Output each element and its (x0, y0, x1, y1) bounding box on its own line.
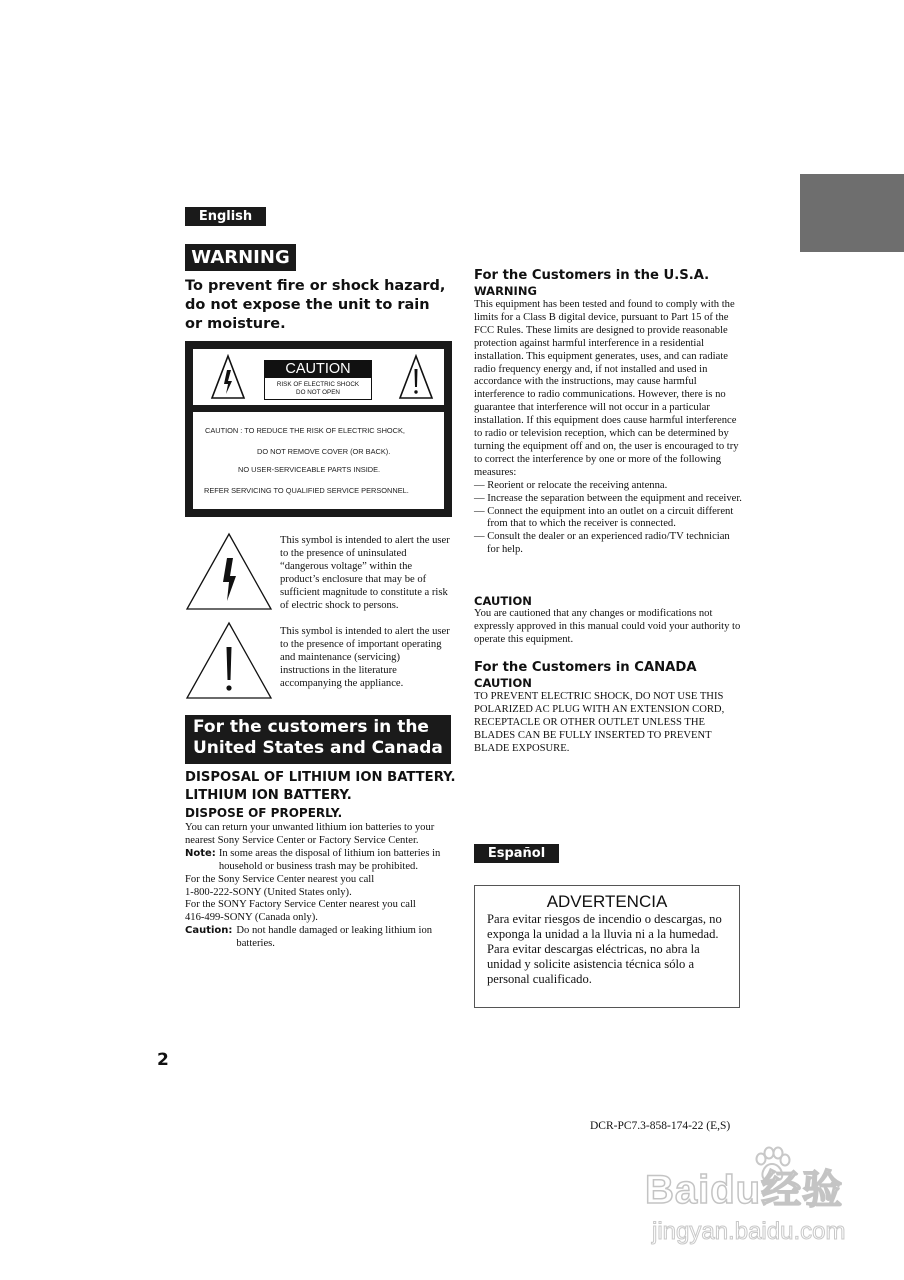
advertencia-body (475, 912, 739, 987)
caution-sub-2: DO NOT OPEN (296, 389, 340, 396)
measure-item: — Increase the separation between the equipment and receiver. (474, 492, 742, 504)
caution-label-block (185, 341, 452, 517)
note-label: Note: (185, 847, 216, 859)
caution-title-box (264, 360, 372, 400)
electric-shock-warning-icon (210, 354, 246, 400)
us-canada-banner (185, 715, 451, 764)
english-label: English (185, 207, 266, 226)
important-instructions-symbol-icon (185, 620, 273, 700)
measure-item: — Reorient or relocate the receiving antenna. (474, 479, 668, 491)
warning-title: WARNING (185, 244, 296, 271)
disposal-line-2: LITHIUM ION BATTERY. (185, 788, 352, 803)
battery-caution (185, 925, 453, 951)
battery-caution-label: Caution: (185, 925, 233, 937)
caution-line-4: REFER SERVICING TO QUALIFIED SERVICE PERSONNEL. (204, 486, 409, 495)
return-text: You can return your unwanted lithium ion batteries to your nearest Sony Service Center or Factory Service Center. (185, 822, 435, 846)
note-text: In some areas the disposal of lithium ion batteries in household or business trash may be prohibited. (218, 847, 441, 872)
caution-top-panel (193, 349, 444, 405)
advertencia-para-1: Para evitar riesgos de incendio o descargas, no exponga la unidad a la lluvia ni a la humedad. (487, 912, 722, 941)
caution-line-1: CAUTION : TO REDUCE THE RISK OF ELECTRIC SHOCK, (205, 426, 405, 435)
us-canada-banner-line-2: United States and Canada (193, 738, 443, 758)
section-side-tab (800, 174, 904, 252)
service-phone: 1-800-222-SONY (United States only). (185, 886, 352, 898)
canada-caution-text: TO PREVENT ELECTRIC SHOCK, DO NOT USE THIS POLARIZED AC PLUG WITH AN EXTENSION CORD, RECEPTACLE OR OTHER OUTLET UNLESS THE BLADES CAN BE FULLY INSERTED TO PREVENT BLADE EXPOSURE. (474, 691, 725, 754)
usa-warning-label: WARNING (474, 284, 537, 298)
advertencia-title: ADVERTENCIA (546, 892, 668, 911)
caution-sub-1: RISK OF ELECTRIC SHOCK (276, 381, 360, 388)
dispose-properly: DISPOSE OF PROPERLY. (185, 806, 343, 820)
usa-body (474, 299, 742, 557)
caution-line-2: DO NOT REMOVE COVER (OR BACK). (257, 447, 391, 456)
caution-line-3: NO USER-SERVICEABLE PARTS INSIDE. (238, 465, 381, 474)
usa-caution-text: You are cautioned that any changes or modifications not expressly approved in this manual could void your authority to operate this equipment. (474, 608, 741, 645)
advertencia-box (474, 885, 740, 1008)
canada-caution-label: CAUTION (474, 676, 532, 690)
dangerous-voltage-symbol-icon (185, 531, 273, 611)
battery-caution-text: Do not handle damaged or leaking lithium ion batteries. (236, 925, 433, 950)
instructions-symbol-text: This symbol is intended to alert the user to the presence of important operating and maintenance (servicing) instructions in the literature accompanying the appliance. (280, 626, 450, 689)
fcc-text: This equipment has been tested and found to comply with the limits for a Class B digital device, pursuant to Part 15 of the FCC Rules. These limits are designed to provide reasonable protection against harmful interference in a residential installation. This equipment generates, uses, and can radiate radio frequency energy and, if not installed and used in accordance with the instructions, may cause harmful interference to radio communications. However, there is no guarantee that interference will not occur in a particular installation. If this equipment does cause harmful interference to radio or television reception, which can be determined by turning the equipment off and on, the user is encouraged to try to correct the interference by one or more of the following measures: (474, 299, 739, 478)
disposal-line-1: DISPOSAL OF LITHIUM ION BATTERY. (185, 770, 456, 785)
battery-disposal-body (185, 822, 453, 951)
exclamation-warning-icon (398, 354, 434, 400)
model-code: DCR-PC7.3-858-174-22 (E,S) (590, 1120, 731, 1132)
usa-caution-label: CAUTION (474, 594, 532, 608)
watermark-url: jingyan.baidu.com (652, 1218, 846, 1245)
us-canada-banner-line-1: For the customers in the (193, 717, 429, 737)
advertencia-para-2: Para evitar descargas eléctricas, no abra la unidad y solicite asistencia técnica sólo a personal cualificado. (487, 942, 700, 986)
factory-phone: 416-499-SONY (Canada only). (185, 912, 318, 924)
espanol-label: Español (474, 844, 559, 863)
service-center-text: For the Sony Service Center nearest you call (185, 873, 375, 885)
page-number: 2 (157, 1050, 169, 1070)
measure-item: — Consult the dealer or an experienced radio/TV technician for help. (474, 531, 730, 556)
note (185, 848, 453, 874)
factory-center-text: For the SONY Factory Service Center nearest you call (185, 899, 416, 911)
voltage-symbol-text: This symbol is intended to alert the user to the presence of uninsulated “dangerous voltage” within the product’s enclosure that may be of sufficient magnitude to constitute a risk of electric shock to persons. (280, 535, 450, 611)
watermark-brand: Baidu经验 (645, 1168, 844, 1212)
usa-heading: For the Customers in the U.S.A. (474, 268, 710, 283)
canada-heading: For the Customers in CANADA (474, 660, 697, 675)
warning-text: To prevent fire or shock hazard, do not expose the unit to rain or moisture. (185, 278, 446, 332)
caution-title: CAUTION (265, 361, 371, 378)
caution-bottom-panel (193, 412, 444, 509)
disposal-heading (185, 769, 460, 805)
measure-item: — Connect the equipment into an outlet on a circuit different from that to which the receiver is connected. (474, 505, 734, 530)
